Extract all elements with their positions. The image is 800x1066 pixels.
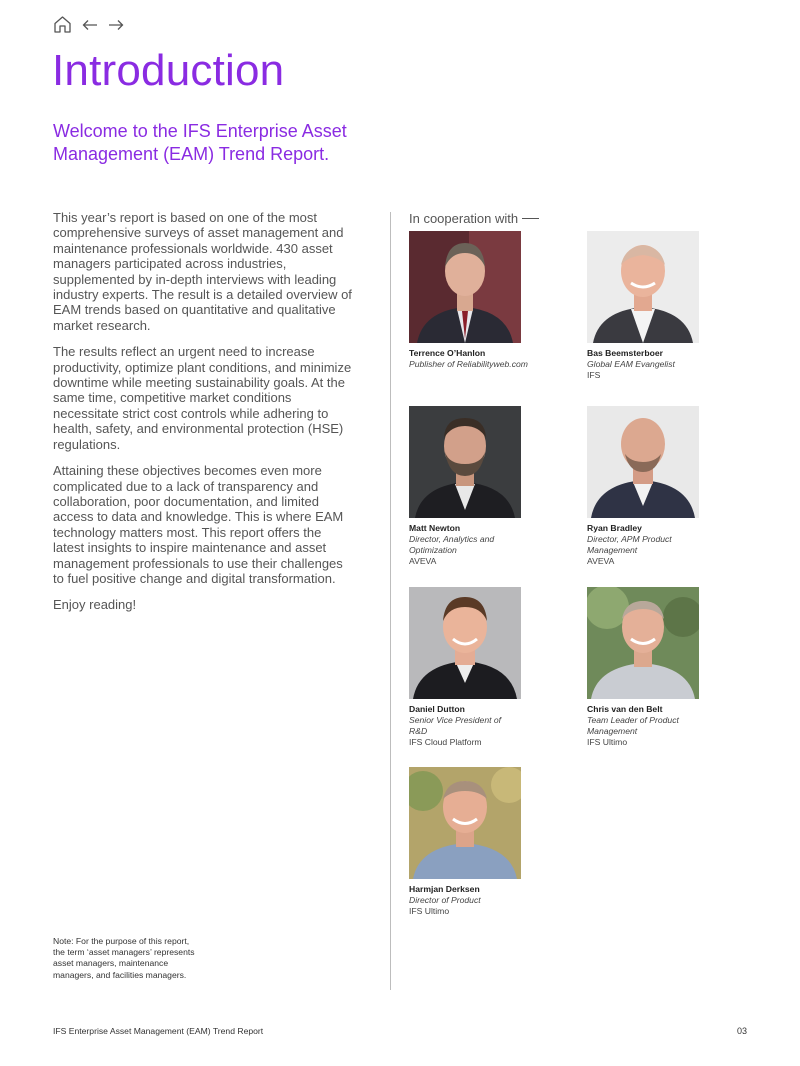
- footnote: Note: For the purpose of this report, the term ‘asset managers’ represents asset managers, maintenance managers, and facilities managers.: [53, 936, 195, 980]
- intro-body: [53, 210, 353, 624]
- cooperation-heading: [409, 211, 539, 226]
- intro-paragraph-2: The results reflect an urgent need to increase productivity, optimize plant conditions, and minimize downtime while meeting sustainability goals. At the same time, competitive market conditions necessitate strict cost controls while adhering to health, safety, and environmental protection (HSE) regulations.: [53, 344, 352, 452]
- person-card: [409, 231, 569, 370]
- page-title: Introduction: [52, 46, 285, 95]
- cooperation-label: In cooperation with: [409, 211, 519, 226]
- person-name: Chris van den Belt: [587, 704, 663, 714]
- person-photo: [587, 587, 699, 699]
- person-org: AVEVA: [409, 556, 437, 567]
- column-divider: [390, 212, 391, 990]
- person-org: AVEVA: [587, 556, 615, 567]
- person-name: Matt Newton: [409, 523, 461, 533]
- person-role: Publisher of Reliabilityweb.com: [409, 359, 528, 369]
- person-name: Ryan Bradley: [587, 523, 642, 533]
- person-photo: [409, 587, 521, 699]
- person-role: Director of Product: [409, 895, 481, 905]
- person-org: IFS Ultimo: [409, 906, 450, 917]
- person-name: Daniel Dutton: [409, 704, 465, 714]
- person-role: Senior Vice President of R&D: [409, 715, 502, 737]
- person-photo: [587, 231, 699, 343]
- person-card: [587, 587, 747, 749]
- person-card: [409, 587, 569, 749]
- person-card: [409, 767, 569, 917]
- arrow-left-icon[interactable]: [82, 19, 98, 31]
- person-org: IFS Ultimo: [587, 737, 628, 748]
- intro-paragraph-1: This year’s report is based on one of the most comprehensive surveys of asset management and maintenance professionals worldwide. 430 asset managers participated across industries, supplemented by in-depth interviews with leading industry experts. The result is a detailed overview of EAM trends based on quantitative and qualitative market research.: [53, 210, 352, 333]
- page-subtitle: Welcome to the IFS Enterprise Asset Management (EAM) Trend Report.: [53, 121, 347, 164]
- home-icon[interactable]: [53, 15, 72, 34]
- person-card: [587, 406, 747, 568]
- person-photo: [409, 231, 521, 343]
- footer-title: IFS Enterprise Asset Management (EAM) Trend Report: [53, 1026, 264, 1036]
- cooperation-dash: [522, 218, 539, 219]
- arrow-right-icon[interactable]: [108, 19, 124, 31]
- top-nav: [53, 15, 124, 34]
- person-name: Harmjan Derksen: [409, 884, 480, 894]
- person-org: IFS: [587, 370, 601, 381]
- person-role: Director, Analytics and Optimization: [409, 534, 495, 556]
- page-number: 03: [736, 1026, 747, 1036]
- person-card: [587, 231, 747, 381]
- person-card: [409, 406, 569, 568]
- person-role: Director, APM Product Management: [587, 534, 672, 556]
- person-name: Bas Beemsterboer: [587, 348, 663, 358]
- intro-paragraph-3: Attaining these objectives becomes even more complicated due to a lack of transparency and collaboration, poor documentation, and limited access to data and knowledge. This is where EAM technology matters most. This report offers the latest insights to inspire maintenance and asset management professionals to use their challenges to fuel positive change and digital transformation.: [53, 463, 344, 586]
- person-photo: [409, 767, 521, 879]
- person-photo: [409, 406, 521, 518]
- person-name: Terrence O’Hanlon: [409, 348, 486, 358]
- person-role: Team Leader of Product Management: [587, 715, 679, 737]
- person-photo: [587, 406, 699, 518]
- intro-paragraph-4: Enjoy reading!: [53, 597, 137, 613]
- person-role: Global EAM Evangelist: [587, 359, 675, 369]
- person-org: IFS Cloud Platform: [409, 737, 482, 748]
